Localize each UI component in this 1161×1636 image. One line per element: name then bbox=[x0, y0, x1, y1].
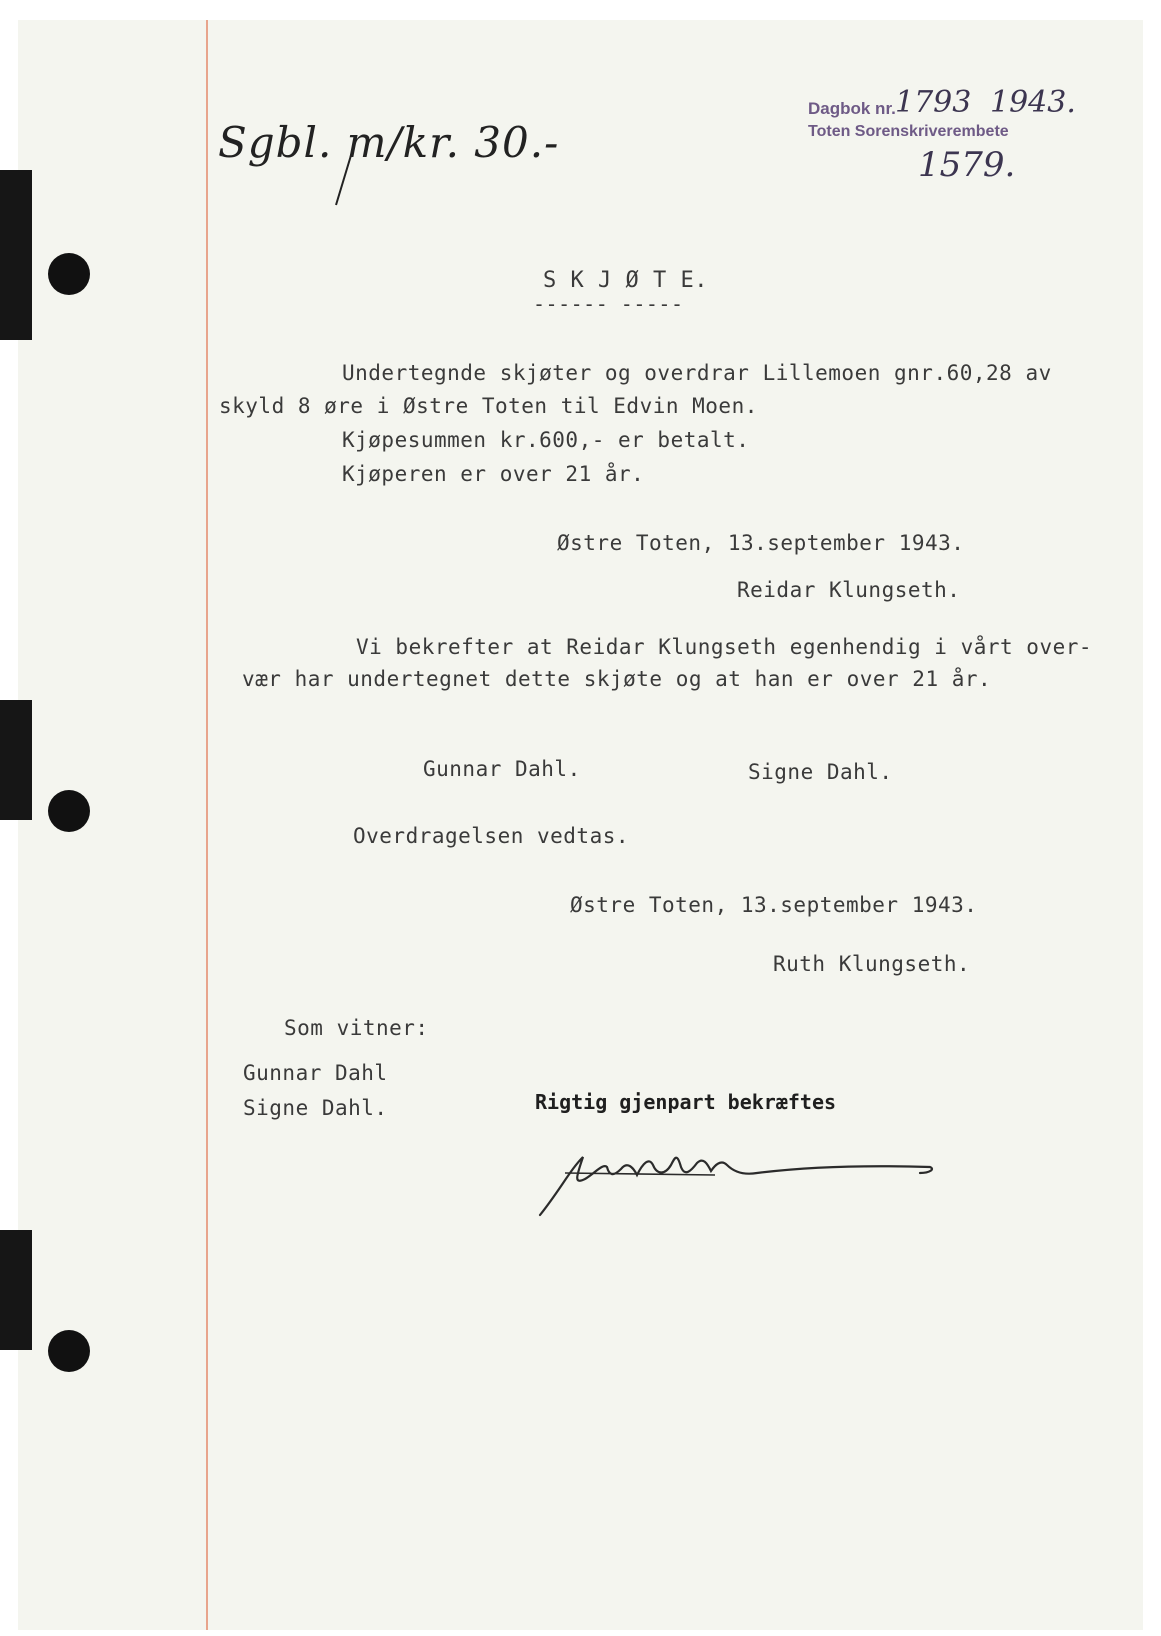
signer-name: Ruth Klungseth. bbox=[773, 952, 971, 976]
certification-line: Rigtig gjenpart bekræftes bbox=[535, 1090, 837, 1114]
stamp-ref: 1579. bbox=[918, 145, 1016, 185]
signature bbox=[525, 1145, 945, 1220]
document-title: S K J Ø T E. bbox=[543, 268, 708, 293]
body-line: Overdragelsen vedtas. bbox=[353, 824, 630, 848]
body-line: Vi bekrefter at Reidar Klungseth egenhendig i vårt over- bbox=[356, 635, 1093, 659]
body-line: vær har undertegnet dette skjøte og at han er over 21 år. bbox=[242, 667, 992, 691]
witness-heading: Som vitner: bbox=[284, 1016, 429, 1040]
body-line: skyld 8 øre i Østre Toten til Edvin Moen. bbox=[219, 394, 758, 418]
stamp-label: Dagbok nr. bbox=[808, 99, 896, 118]
body-line: Kjøperen er over 21 år. bbox=[342, 462, 645, 486]
date-place: Østre Toten, 13.september 1943. bbox=[570, 893, 978, 917]
body-line: Kjøpesummen kr.600,- er betalt. bbox=[342, 428, 750, 452]
torn-edge bbox=[0, 1230, 32, 1350]
fee-note-stroke bbox=[330, 150, 360, 210]
witness-name: Gunnar Dahl bbox=[243, 1061, 388, 1085]
date-place: Østre Toten, 13.september 1943. bbox=[557, 531, 965, 555]
stamp-office: Toten Sorenskriverembete bbox=[808, 123, 1009, 140]
witness-name: Signe Dahl. bbox=[243, 1096, 388, 1120]
stamp-year: 1943. bbox=[990, 85, 1076, 120]
torn-edge bbox=[0, 170, 32, 340]
margin-line bbox=[206, 20, 208, 1630]
stamp-number: 1793 bbox=[895, 85, 972, 120]
witness-name: Gunnar Dahl. bbox=[423, 757, 581, 781]
torn-edge bbox=[0, 700, 32, 820]
fee-note: Sgbl. m/kr. 30.- bbox=[218, 118, 560, 167]
title-underline: ------ ----- bbox=[533, 292, 684, 316]
witness-name: Signe Dahl. bbox=[748, 760, 893, 784]
punch-hole bbox=[48, 1330, 90, 1372]
punch-hole bbox=[48, 253, 90, 295]
punch-hole bbox=[48, 790, 90, 832]
body-line: Undertegnde skjøter og overdrar Lillemoen gnr.60,28 av bbox=[342, 361, 1052, 385]
signer-name: Reidar Klungseth. bbox=[737, 578, 961, 602]
